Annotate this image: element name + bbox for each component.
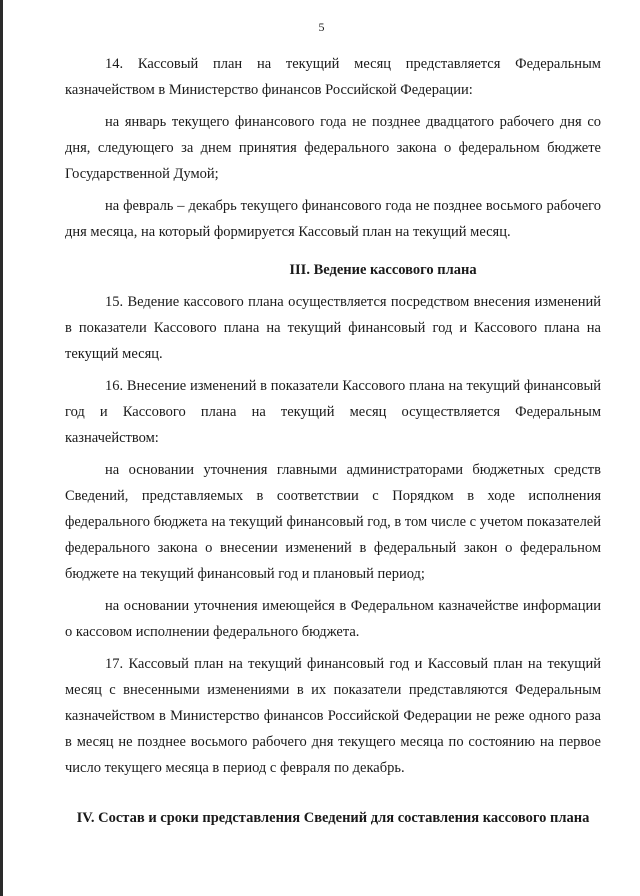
paragraph-14: 14. Кассовый план на текущий месяц представляется Федеральным казначейством в Министерство финансов Российской Федерации:	[65, 56, 601, 98]
paragraph-january: на январь текущего финансового года не позднее двадцатого рабочего дня со дня, следующего за днем принятия федерального закона о федеральном бюджете Государственной Думой;	[65, 114, 601, 182]
paragraph-15: 15. Ведение кассового плана осуществляется посредством внесения изменений в показатели Кассового плана на текущий финансовый год и Кассового плана на текущий месяц.	[65, 294, 601, 362]
paragraph-february-december: на февраль – декабрь текущего финансового года не позднее восьмого рабочего дня месяца, на который формируется Кассовый план на текущий месяц.	[65, 198, 601, 240]
paragraph-16: 16. Внесение изменений в показатели Кассового плана на текущий финансовый год и Кассового плана на текущий месяц осуществляется Федеральным казначейством:	[65, 378, 601, 446]
paragraph-16-clause-2: на основании уточнения имеющейся в Федеральном казначействе информации о кассовом исполнении федерального бюджета.	[65, 598, 601, 640]
page-content	[65, 51, 601, 833]
paragraph-16-clause-1: на основании уточнения главными администраторами бюджетных средств Сведений, представляемых в соответствии с Порядком в ходе исполнения федерального бюджета на текущий финансовый год, в том числе с учетом показателей федерального закона о внесении изменений в федеральный закон о федеральном бюджете на текущий финансовый год и плановый период;	[65, 462, 601, 582]
section-3-heading: III. Ведение кассового плана	[289, 262, 477, 278]
page-number: 5	[318, 20, 325, 34]
paragraph-17: 17. Кассовый план на текущий финансовый год и Кассовый план на текущий месяц с внесенными изменениями в их показатели представляются Федеральным казначейством в Министерство финансов Российской Федерации не реже одного раза в месяц не позднее восьмого рабочего дня текущего месяца по состоянию на первое число текущего месяца в период с февраля по декабрь.	[65, 656, 601, 776]
section-4-heading: IV. Состав и сроки представления Сведений для составления кассового плана	[76, 810, 590, 826]
